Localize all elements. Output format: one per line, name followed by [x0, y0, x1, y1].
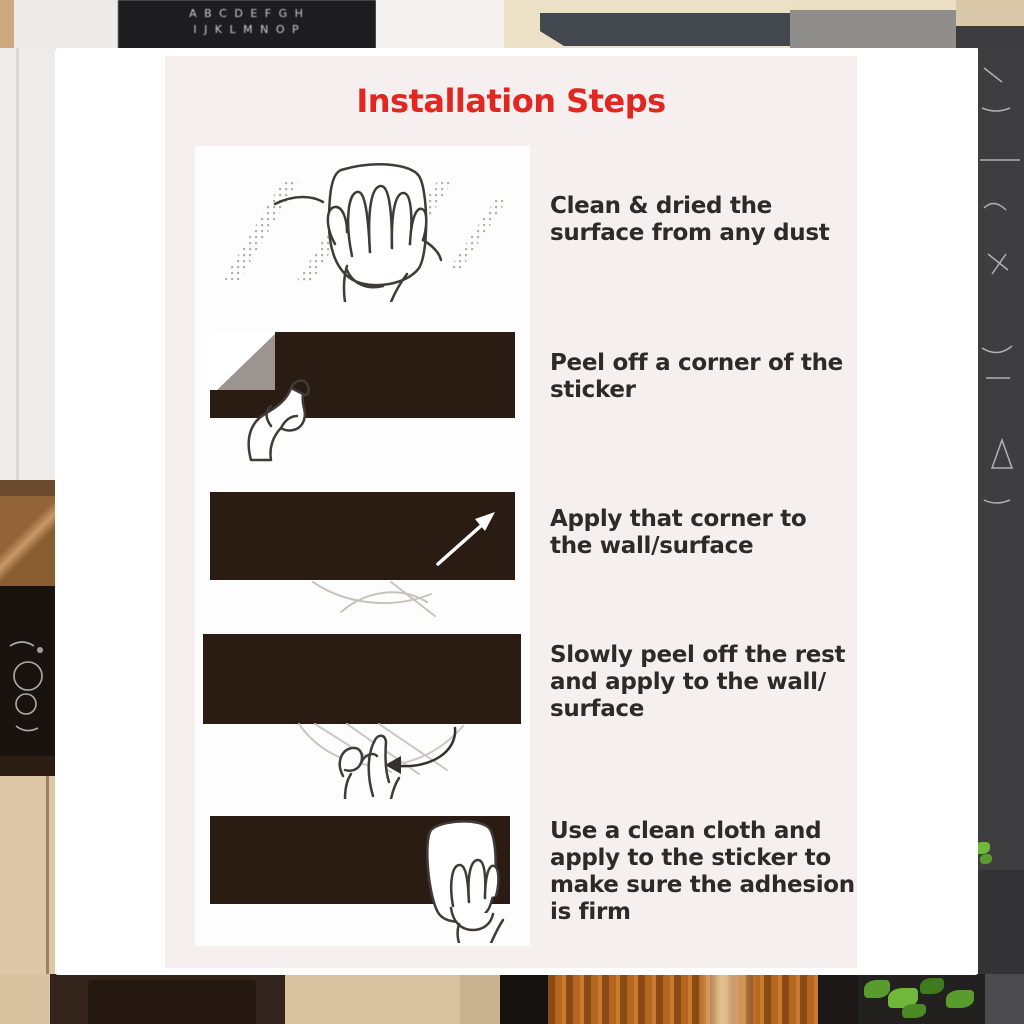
plant-leaf: [920, 978, 944, 994]
background-bottom-cabinet: [0, 974, 50, 1024]
step4-illustration: [195, 624, 530, 799]
chalkboard-menu: [118, 0, 376, 54]
background-bottom-dark2: [818, 974, 858, 1024]
plant-leaf: [902, 1004, 926, 1018]
step4-text: [550, 642, 870, 723]
chalk-math-scribbles: [978, 48, 1024, 870]
background-shelf-edge: [0, 480, 55, 496]
step1-text: [550, 193, 870, 247]
background-plant-area: [858, 974, 985, 1024]
background-chalkboard-left: [0, 586, 55, 756]
background-chalkboard-right: [978, 48, 1024, 870]
step5-line: apply to the sticker to: [550, 845, 831, 871]
plant-leaf: [864, 980, 890, 998]
background-chalkboard-right-lower: [978, 870, 1024, 974]
step1-illustration: [195, 152, 530, 302]
background-chair: [50, 974, 285, 1024]
step2-text: [550, 350, 870, 404]
press-cloth-icon: [195, 808, 530, 943]
background-bottom-gray: [985, 974, 1024, 1024]
step5-illustration: [195, 808, 530, 943]
background-counter: [504, 0, 790, 48]
step5-line: is firm: [550, 899, 631, 925]
background-pillar: [0, 48, 56, 480]
apply-corner-arrow-icon: [195, 478, 530, 628]
step4-line: surface: [550, 696, 645, 722]
step5-text: [550, 818, 870, 926]
background-door: [376, 0, 504, 48]
page-title: Installation Steps: [356, 82, 666, 120]
illustration-column: [195, 146, 530, 946]
step5-line: make sure the adhesion: [550, 872, 855, 898]
step2-line: Peel off a corner of the: [550, 350, 843, 376]
instruction-panel: [165, 56, 857, 968]
step3-line: Apply that corner to: [550, 506, 807, 532]
background-concrete-wall: [790, 0, 956, 48]
background-bottom-panel: [285, 974, 460, 1024]
background-ledge: [0, 756, 55, 776]
background-wood-grain: [548, 974, 818, 1024]
step3-illustration: [195, 478, 530, 628]
step4-line: and apply to the wall/: [550, 669, 826, 695]
peel-corner-icon: [195, 322, 530, 462]
step3-text: [550, 506, 870, 560]
background-wall: [0, 0, 118, 48]
background-bottom-dark: [500, 974, 548, 1024]
step2-line: sticker: [550, 377, 636, 403]
peel-rest-hand-icon: [195, 624, 530, 799]
step2-illustration: [195, 322, 530, 462]
background-wood-shelf: [0, 496, 55, 586]
step4-line: Slowly peel off the rest: [550, 642, 846, 668]
step5-line: Use a clean cloth and: [550, 818, 822, 844]
hand-wiping-cloth-icon: [195, 152, 530, 302]
background-cabinet: [956, 0, 1024, 48]
step3-line: the wall/surface: [550, 533, 754, 559]
plant-leaf: [946, 990, 974, 1008]
chalkboard-menu-text: I J K L M N O P: [193, 23, 301, 36]
plant-leaf: [980, 854, 992, 864]
chalkboard-menu-text: A B C D E F G H: [189, 7, 305, 20]
chalk-scribbles: [0, 586, 55, 756]
instruction-card: [55, 48, 978, 975]
step1-line: surface from any dust: [550, 220, 830, 246]
step1-line: Clean & dried the: [550, 193, 772, 219]
background-bottom-panel-edge: [460, 974, 500, 1024]
